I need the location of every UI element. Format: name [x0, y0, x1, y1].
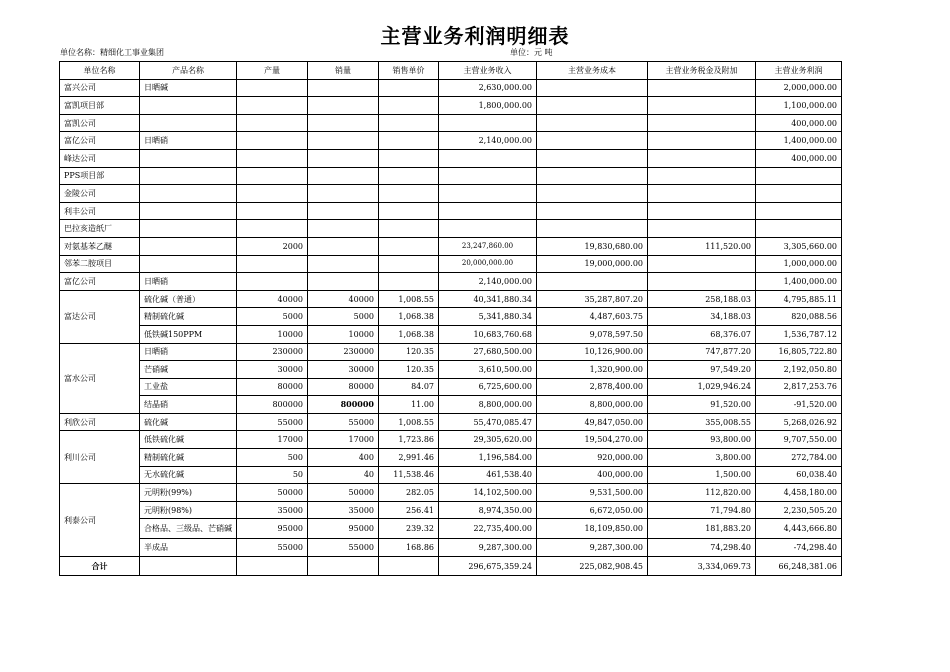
cost-cell: 19,504,270.00	[537, 431, 648, 449]
unit-name-cell: PPS项目部	[60, 167, 140, 185]
tax-cell	[648, 132, 756, 150]
revenue-cell: 1,196,584.00	[439, 449, 537, 467]
table-row	[60, 325, 842, 343]
revenue-cell: 2,630,000.00	[439, 79, 537, 97]
cost-cell: 35,287,807.20	[537, 290, 648, 308]
sales-cell	[308, 185, 379, 203]
total-cost: 225,082,908.45	[537, 557, 648, 576]
unit-name-cell: 利泰公司	[60, 484, 140, 557]
tax-cell: 3,800.00	[648, 449, 756, 467]
price-cell: 282.05	[379, 484, 439, 502]
product-cell	[140, 149, 237, 167]
cost-cell: 400,000.00	[537, 466, 648, 484]
output-cell: 500	[237, 449, 308, 467]
sales-cell: 30000	[308, 361, 379, 379]
output-cell	[237, 185, 308, 203]
product-cell	[140, 114, 237, 132]
product-cell: 合格品、三级品、芒硝碱	[140, 519, 237, 539]
tax-cell	[648, 149, 756, 167]
unit-name-cell: 对氨基苯乙醚	[60, 237, 140, 255]
table-row	[60, 220, 842, 238]
tax-cell	[648, 273, 756, 291]
tax-cell: 258,188.03	[648, 290, 756, 308]
table-row	[60, 378, 842, 396]
total-label: 合计	[60, 557, 140, 576]
product-cell: 结晶硝	[140, 396, 237, 414]
profit-cell	[756, 185, 842, 203]
sales-cell	[308, 114, 379, 132]
profit-cell: 400,000.00	[756, 114, 842, 132]
profit-cell: -74,298.40	[756, 539, 842, 557]
revenue-cell: 14,102,500.00	[439, 484, 537, 502]
header-row	[60, 62, 842, 80]
table-row	[60, 185, 842, 203]
output-cell: 50	[237, 466, 308, 484]
page-title: 主营业务利润明细表	[380, 24, 570, 48]
product-cell: 无水硫化碱	[140, 466, 237, 484]
profit-cell: 4,458,180.00	[756, 484, 842, 502]
table-row	[60, 237, 842, 255]
profit-cell: 4,443,666.80	[756, 519, 842, 539]
sales-cell	[308, 237, 379, 255]
profit-cell	[756, 220, 842, 238]
cost-cell	[537, 185, 648, 203]
unit-name-cell: 富亿公司	[60, 132, 140, 150]
output-cell: 55000	[237, 539, 308, 557]
revenue-cell: 2,140,000.00	[439, 132, 537, 150]
price-cell	[379, 114, 439, 132]
cost-cell: 9,531,500.00	[537, 484, 648, 502]
table-row	[60, 255, 842, 273]
cost-cell	[537, 149, 648, 167]
revenue-cell: 461,538.40	[439, 466, 537, 484]
product-cell: 元明粉(99%)	[140, 484, 237, 502]
tax-cell	[648, 114, 756, 132]
profit-cell	[756, 202, 842, 220]
header-unit: 单位名称	[60, 62, 140, 80]
sales-cell: 17000	[308, 431, 379, 449]
output-cell: 2000	[237, 237, 308, 255]
tax-cell	[648, 255, 756, 273]
unit-name-cell: 邻苯二胺项目	[60, 255, 140, 273]
sales-cell	[308, 97, 379, 115]
header-product: 产品名称	[140, 62, 237, 80]
tax-cell: 93,800.00	[648, 431, 756, 449]
unit-name-cell: 巴拉亥造纸厂	[60, 220, 140, 238]
cost-cell: 1,320,900.00	[537, 361, 648, 379]
revenue-cell: 9,287,300.00	[439, 539, 537, 557]
profit-cell	[756, 167, 842, 185]
cost-cell: 8,800,000.00	[537, 396, 648, 414]
tax-cell: 74,298.40	[648, 539, 756, 557]
total-cell-empty	[379, 557, 439, 576]
unit-label: 单位：元 吨	[510, 48, 553, 57]
product-cell: 硫化碱	[140, 413, 237, 431]
sales-cell: 40	[308, 466, 379, 484]
revenue-cell: 1,800,000.00	[439, 97, 537, 115]
sales-cell: 10000	[308, 325, 379, 343]
product-cell: 芒硝碱	[140, 361, 237, 379]
sales-cell: 50000	[308, 484, 379, 502]
unit-name-label: 单位名称：精细化工事业集团	[60, 48, 164, 57]
profit-cell: -91,520.00	[756, 396, 842, 414]
tax-cell: 1,500.00	[648, 466, 756, 484]
output-cell	[237, 132, 308, 150]
price-cell	[379, 237, 439, 255]
product-cell: 低铁硫化碱	[140, 431, 237, 449]
tax-cell: 747,877.20	[648, 343, 756, 361]
unit-name-cell: 峰达公司	[60, 149, 140, 167]
product-cell: 元明粉(98%)	[140, 501, 237, 519]
unit-name-cell: 富水公司	[60, 343, 140, 413]
total-cell-empty	[140, 557, 237, 576]
sales-cell: 35000	[308, 501, 379, 519]
sales-cell	[308, 220, 379, 238]
price-cell: 1,723.86	[379, 431, 439, 449]
profit-cell: 2,192,050.80	[756, 361, 842, 379]
revenue-cell: 2,140,000.00	[439, 273, 537, 291]
profit-cell: 2,230,505.20	[756, 501, 842, 519]
cost-cell	[537, 273, 648, 291]
unit-name-cell: 利丰公司	[60, 202, 140, 220]
revenue-cell: 20,000,000.00	[439, 255, 537, 273]
unit-name-cell: 金陵公司	[60, 185, 140, 203]
price-cell	[379, 202, 439, 220]
tax-cell: 111,520.00	[648, 237, 756, 255]
revenue-cell	[439, 149, 537, 167]
price-cell	[379, 255, 439, 273]
cost-cell: 2,878,400.00	[537, 378, 648, 396]
revenue-cell: 8,974,350.00	[439, 501, 537, 519]
profit-cell: 9,707,550.00	[756, 431, 842, 449]
tax-cell: 91,520.00	[648, 396, 756, 414]
price-cell	[379, 97, 439, 115]
cost-cell: 19,830,680.00	[537, 237, 648, 255]
output-cell	[237, 273, 308, 291]
cost-cell	[537, 79, 648, 97]
table-row	[60, 361, 842, 379]
total-row	[60, 557, 842, 576]
tax-cell	[648, 97, 756, 115]
sales-cell	[308, 79, 379, 97]
price-cell: 2,991.46	[379, 449, 439, 467]
profit-cell: 1,400,000.00	[756, 132, 842, 150]
header-profit: 主营业务利润	[756, 62, 842, 80]
price-cell: 1,068.38	[379, 325, 439, 343]
profit-cell: 2,000,000.00	[756, 79, 842, 97]
sales-cell: 55000	[308, 413, 379, 431]
price-cell	[379, 273, 439, 291]
price-cell: 120.35	[379, 361, 439, 379]
output-cell	[237, 97, 308, 115]
profit-cell: 1,000,000.00	[756, 255, 842, 273]
tax-cell	[648, 79, 756, 97]
tax-cell	[648, 167, 756, 185]
output-cell: 10000	[237, 325, 308, 343]
cost-cell: 4,487,603.75	[537, 308, 648, 326]
sales-cell: 800000	[308, 396, 379, 414]
cost-cell	[537, 167, 648, 185]
total-tax: 3,334,069.73	[648, 557, 756, 576]
price-cell: 1,008.55	[379, 413, 439, 431]
table-row	[60, 449, 842, 467]
table-row	[60, 202, 842, 220]
profit-cell: 272,784.00	[756, 449, 842, 467]
price-cell: 239.32	[379, 519, 439, 539]
sales-cell: 80000	[308, 378, 379, 396]
profit-cell: 1,400,000.00	[756, 273, 842, 291]
revenue-cell: 22,735,400.00	[439, 519, 537, 539]
table-row	[60, 132, 842, 150]
product-cell: 精制硫化碱	[140, 308, 237, 326]
table-row	[60, 484, 842, 502]
output-cell: 30000	[237, 361, 308, 379]
sales-cell: 400	[308, 449, 379, 467]
product-cell	[140, 167, 237, 185]
revenue-cell	[439, 220, 537, 238]
header-price: 销售单价	[379, 62, 439, 80]
revenue-cell: 5,341,880.34	[439, 308, 537, 326]
sales-cell: 5000	[308, 308, 379, 326]
profit-cell: 400,000.00	[756, 149, 842, 167]
product-cell	[140, 202, 237, 220]
table-row	[60, 290, 842, 308]
product-cell: 硫化碱（普通）	[140, 290, 237, 308]
cost-cell	[537, 202, 648, 220]
output-cell: 50000	[237, 484, 308, 502]
table-row	[60, 501, 842, 519]
table-row	[60, 79, 842, 97]
sales-cell	[308, 255, 379, 273]
revenue-cell: 23,247,860.00	[439, 237, 537, 255]
revenue-cell	[439, 114, 537, 132]
unit-name-cell: 富兴公司	[60, 79, 140, 97]
header-sales: 销量	[308, 62, 379, 80]
sales-cell	[308, 132, 379, 150]
output-cell: 55000	[237, 413, 308, 431]
table-row	[60, 114, 842, 132]
table-row	[60, 149, 842, 167]
profit-cell: 2,817,253.76	[756, 378, 842, 396]
profit-cell: 60,038.40	[756, 466, 842, 484]
output-cell	[237, 79, 308, 97]
output-cell: 40000	[237, 290, 308, 308]
table-row	[60, 343, 842, 361]
product-cell: 日晒碱	[140, 79, 237, 97]
output-cell	[237, 220, 308, 238]
price-cell: 168.86	[379, 539, 439, 557]
product-cell: 日晒硝	[140, 343, 237, 361]
revenue-cell	[439, 202, 537, 220]
product-cell: 低铁碱150PPM	[140, 325, 237, 343]
profit-cell: 5,268,026.92	[756, 413, 842, 431]
tax-cell	[648, 185, 756, 203]
unit-name-cell: 富凯公司	[60, 114, 140, 132]
tax-cell: 68,376.07	[648, 325, 756, 343]
output-cell: 230000	[237, 343, 308, 361]
output-cell	[237, 167, 308, 185]
table-row	[60, 97, 842, 115]
profit-cell: 820,088.56	[756, 308, 842, 326]
product-cell	[140, 185, 237, 203]
output-cell: 800000	[237, 396, 308, 414]
table-row	[60, 167, 842, 185]
unit-name-cell: 利欣公司	[60, 413, 140, 431]
header-tax: 主营业务税金及附加	[648, 62, 756, 80]
output-cell	[237, 255, 308, 273]
revenue-cell	[439, 185, 537, 203]
total-profit: 66,248,381.06	[756, 557, 842, 576]
table-row	[60, 396, 842, 414]
cost-cell: 9,078,597.50	[537, 325, 648, 343]
price-cell	[379, 79, 439, 97]
price-cell: 256.41	[379, 501, 439, 519]
profit-cell: 1,536,787.12	[756, 325, 842, 343]
tax-cell: 181,883.20	[648, 519, 756, 539]
cost-cell	[537, 132, 648, 150]
table-row	[60, 519, 842, 539]
output-cell: 80000	[237, 378, 308, 396]
profit-cell: 16,805,722.80	[756, 343, 842, 361]
product-cell	[140, 97, 237, 115]
sales-cell: 40000	[308, 290, 379, 308]
cost-cell: 19,000,000.00	[537, 255, 648, 273]
product-cell: 工业盐	[140, 378, 237, 396]
price-cell	[379, 220, 439, 238]
profit-cell: 3,305,660.00	[756, 237, 842, 255]
product-cell	[140, 255, 237, 273]
unit-name-cell: 富凯项目部	[60, 97, 140, 115]
product-cell: 日晒硝	[140, 273, 237, 291]
sales-cell	[308, 202, 379, 220]
table-row	[60, 308, 842, 326]
revenue-cell: 10,683,760.68	[439, 325, 537, 343]
price-cell: 1,008.55	[379, 290, 439, 308]
tax-cell: 1,029,946.24	[648, 378, 756, 396]
output-cell	[237, 202, 308, 220]
unit-name-cell: 富亿公司	[60, 273, 140, 291]
output-cell: 17000	[237, 431, 308, 449]
revenue-cell: 27,680,500.00	[439, 343, 537, 361]
sales-cell: 55000	[308, 539, 379, 557]
cost-cell	[537, 97, 648, 115]
price-cell	[379, 185, 439, 203]
tax-cell: 71,794.80	[648, 501, 756, 519]
revenue-cell: 55,470,085.47	[439, 413, 537, 431]
table-body	[60, 79, 842, 556]
tax-cell	[648, 220, 756, 238]
cost-cell: 10,126,900.00	[537, 343, 648, 361]
header-cost: 主营业务成本	[537, 62, 648, 80]
table-row	[60, 466, 842, 484]
cost-cell: 9,287,300.00	[537, 539, 648, 557]
header-revenue: 主营业务收入	[439, 62, 537, 80]
product-cell	[140, 237, 237, 255]
price-cell	[379, 132, 439, 150]
tax-cell: 97,549.20	[648, 361, 756, 379]
tax-cell: 355,008.55	[648, 413, 756, 431]
output-cell: 35000	[237, 501, 308, 519]
price-cell: 11.00	[379, 396, 439, 414]
revenue-cell: 29,305,620.00	[439, 431, 537, 449]
profit-cell: 4,795,885.11	[756, 290, 842, 308]
sales-cell: 230000	[308, 343, 379, 361]
output-cell: 95000	[237, 519, 308, 539]
tax-cell: 34,188.03	[648, 308, 756, 326]
cost-cell: 920,000.00	[537, 449, 648, 467]
tax-cell: 112,820.00	[648, 484, 756, 502]
revenue-cell: 3,610,500.00	[439, 361, 537, 379]
revenue-cell	[439, 167, 537, 185]
profit-cell: 1,100,000.00	[756, 97, 842, 115]
revenue-cell: 40,341,880.34	[439, 290, 537, 308]
table-row	[60, 413, 842, 431]
output-cell	[237, 149, 308, 167]
total-cell-empty	[237, 557, 308, 576]
output-cell: 5000	[237, 308, 308, 326]
revenue-cell: 6,725,600.00	[439, 378, 537, 396]
product-cell: 半成品	[140, 539, 237, 557]
total-cell-empty	[308, 557, 379, 576]
sales-cell	[308, 273, 379, 291]
price-cell	[379, 167, 439, 185]
cost-cell	[537, 220, 648, 238]
price-cell: 11,538.46	[379, 466, 439, 484]
unit-name-cell: 富达公司	[60, 290, 140, 343]
unit-name-cell: 利川公司	[60, 431, 140, 484]
table-row	[60, 273, 842, 291]
output-cell	[237, 114, 308, 132]
price-cell: 1,068.38	[379, 308, 439, 326]
cost-cell: 49,847,050.00	[537, 413, 648, 431]
table-row	[60, 431, 842, 449]
sales-cell	[308, 149, 379, 167]
product-cell	[140, 220, 237, 238]
product-cell: 日晒硝	[140, 132, 237, 150]
price-cell: 120.35	[379, 343, 439, 361]
total-revenue: 296,675,359.24	[439, 557, 537, 576]
cost-cell: 6,672,050.00	[537, 501, 648, 519]
sales-cell	[308, 167, 379, 185]
product-cell: 精制硫化碱	[140, 449, 237, 467]
sales-cell: 95000	[308, 519, 379, 539]
price-cell	[379, 149, 439, 167]
header-output: 产量	[237, 62, 308, 80]
price-cell: 84.07	[379, 378, 439, 396]
cost-cell: 18,109,850.00	[537, 519, 648, 539]
tax-cell	[648, 202, 756, 220]
table-row	[60, 539, 842, 557]
revenue-cell: 8,800,000.00	[439, 396, 537, 414]
cost-cell	[537, 114, 648, 132]
profit-detail-table	[59, 61, 842, 576]
